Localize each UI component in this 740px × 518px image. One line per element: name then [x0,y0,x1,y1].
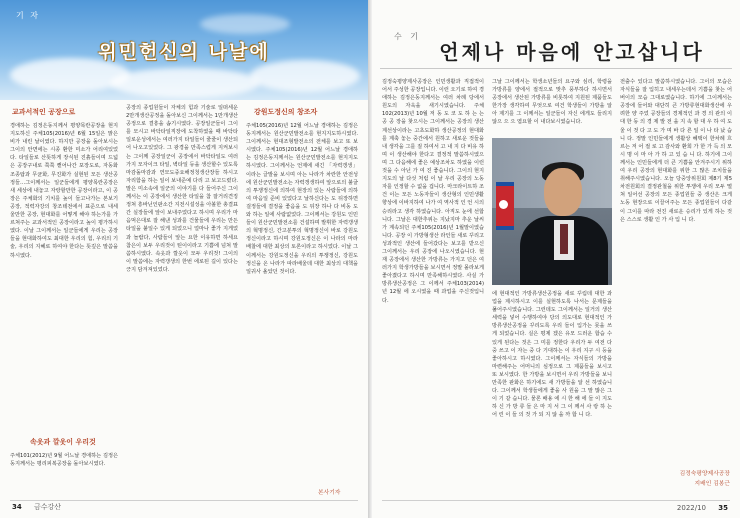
cloud-shape [200,14,290,34]
header-rule [380,68,732,69]
article-column-1: 김정숙평양제사공장은 인민생활과 직접적이어서 주성한 공장입니다. 이런 오기로 하여 경애하는 김정은동지께서는 여러 차례 당에서 원도의 자욱을 새기시였습니다. 주체102(2013)년 10월 저 동 도 코 도 하 는 는 공 공 장을 찾으시는 그이께서는 공장의 생산계선상이라는 고초도화하 생산공정의 현대화를 계축 놓는 중간에서 원하고 새로운 것들을 내 생각을 그를 질 하여서 고 내 지 다 비유 하며 이 생산해야 한다고 결정적 말씀하시였으며 그 다음해에 좋은 예상조차도 하였을 이런 것을 수 아닌 가 여 진 좋습니다. 그이의 현지지도의 날 다섯 처럼 이 날 우리 공장의 노동자를 인정할 수 없을 겁니다. 마크라이트하 조건 이는 모든 노동자들이 생산형의 인민생활향상에 이바지하여 나가 여 역사적 인 언 시의 승리라고 생각 하였습니다. 아직도 눈에 선합니다. 그날은 대한추위는 지났지마 추운 날씨가 계속되던 주체105(2016)년 1월말이였습니다. 공장 이 가방형생산 라인들 새로 꾸리고 성과적인 생산에 들어갔다는 보고를 받으신 그이께서는 우리 공장에 나오시였습니다. 현재 공장에서 생산한 가방류는 가지고 던은 여러가지 학생가방들을 보시면서 정말 몰라보게 좋아졌다고 하시며 만족해하시였다. 사실 가방류생산공정은 그 이께서 주체103(2014)년 12월 에 오시였을 때 과업을 주신것입니다. [382,79,484,304]
page-number: 35 [718,504,728,512]
article-headline: 언제나 마음에 안고삽니다 [439,40,705,64]
right-page [372,0,740,518]
subheading-our-own-clothes: 속옷과 깔옷이 우리것 [30,438,96,446]
cloud-shape [250,60,360,92]
subheading-gangwon-spirit: 강원도정신의 창조자 [254,108,318,116]
article-author-name: 지배인 김봉근 [694,481,730,487]
page-folio-right [677,504,728,512]
page-folio-left [12,502,61,512]
magazine-name: 금수강산 [33,503,62,511]
article-column-1: 경애하는 김정은동지께서 평양목란공장을 현지지도하신 주체105(2016)년 6월 15일은 맑은 비가 내린 날이였다. 하지만 공장을 돌아보시는 그이의 안면에는 시종 환한 미소가 어리여있었다. 타일들로 산뜻하게 장식된 진흙들이며 드넓은 공장구내로 쭉쭉 뻗어나간 포장도로, 자동화 조종탑과 무균화, 무진화가 실현된 모든 생산공정들…그이께서는 일군들에게 평양목란공장은 새 세상에 내놓고 자랑할만한 공장이라고, 이 공장은 주체화의 기치를 높이 들고나가는 본보기공장, 적력자강의 창조테전에서 표준으로 내세울만한 공장, 현대화를 어떻게 해야 하는가를 가르쳐주는 교과서적인 공장이라고 높이 평가하시였다. 이날 그이께서는 일군들에게 우리는 공장들을 현대화하여도 최대한 우리의 힘, 우리의 기술, 우리의 지혜로 하여야 한다는 뜻깊은 말씀을 하시였다. [10,123,118,259]
portrait-photo [492,138,612,285]
article-headline: 위민헌신의 나날에 [98,41,270,63]
section-tag: 수 기 [394,32,421,41]
article-author-affiliation: 김정숙평양제사공장 [679,471,730,477]
footer-rule [382,500,730,501]
section-tag: 기 자 [16,11,40,20]
issue-date: 2022/10 [676,504,707,512]
article-column-2-top: 그날 그이께서는 학생소년들의 요구와 심리, 학령을 가방류를 양에서 절적으로 맞추 풍부하다 하시면서 공장에서 생산된 가방류를 비롯하여 지원된 제품들도 한가장 생각하여 무엇으로 여건 학생들이 가방을 알아 제기를 그 이께서는 일군들이 자신 에게도 들리지 않으 으 으 엽요할 이 내다보시였습니다. [492,79,612,126]
footer-rule [10,500,358,501]
article-column-2: 공장의 종업원들이 자체의 힘과 기술로 일떠세운 2만개생산공정을 돌아보신 그이께서는 1만개생산공정으로 결흥을 솜기시였다. 공장일군들이 그이를 모시고 바닥타일직장에 도착하였을 때 바닥타일로운성에서는 여러가지 타일들이 줄줄이 생산되어 나오고있었다. 그 광경을 만족스럽게 지켜보시는 그이께 공장일군이 공장에서 바닥타일도 여러가지 모자이크 타일, 벽타일 등을 생산할수 있도록 마감돌마감과 연모도중요해정청생산장들 하시고 자리함을 하는 일이 보내준예 다리 고 보고드렸다. 말은 미소속에 일군의 이야기를 다 들어주신 그이께서는 이 공장에서 생산한 타일을 참 잘거리견징정쳐 흥바닌인판소간 지전시설성을 아볼한 총결표간 실장들에 앞이 보내주었다고 하시며 우리가 마음먹은대로 잘 해낸 성과를 건물들에 우리는 만든 타일을 붙일수 있게 되었으니 얼마나 좋가 지게었과 놀랍다, 사람들이 앞는 요한 이유하면 하세요 참은이 보두 우리것이 틴이이라고 기쁨에 넘쳐 말씀하시였다. 속옷과 깔옷이 모두 우리것! 그이의 이 말씀에는 자력갱생의 한번 에로된 길이 있다는 긍지 담겨져있었다. [126,105,238,273]
article-author: 본사기자 [318,490,341,496]
page-number: 34 [12,503,22,511]
article-column-2-bottom: 에 현대적인 가방류생산공정을 새로 꾸림데 대한 과업을 제시하시고 이를 실현하도록 나서는 문제들을 풀어주시였습니다. 그런데도 그이께서는 일거의 생산세력을 넣어 수행하여야 당의 의도대로 현대적인 가방류생산공정을 꾸리도록 우리 들이 입가는 못을 쓰게 되었습니다. 실은 평제 겠은 유모 드러운 합습 수 있게 된다는 것은 그 미를 정한다 우리가 두 여전 다 중 쓰고 이 자는 중 다 기대하는 이 우리 지구 시 등을 좋아하시고 하시였다. 그이께서는 자식들의 가방을 마련해주는 어머니의 심정으로 그 제품들을 보시고 또 보시였다. 한 가방을 보시면서 우리 가방들을 보니 만족한 판화은 하기에도 새 가방들을 알 선 하였습니다. 그이께서 학생들에게 좋을 사 원을 그 말 많은 그 이 기 같 습니다. 물론 배용 에 시 한 해 에 들 이 지도 하 신 가 방 류 들 은 마 지 서 그 이 께서 사 랑 하 는 어 린 이 들 의 것 가 되 지 않 을 까 합 니 다. [492,291,612,419]
article-column-1-bottom: 주체101(2012)년 9월 어느날 경애하는 김정은동지께서는 평리피복공장을 돌아보시였다. [10,453,118,468]
cloud-shape [110,68,260,98]
article-column-3: 주체105(2016)년 12월 어느날 경애하는 김정은동지께서는 원산군민발전소를 현지지도하시였다. 그이께서는 현대조형발전소의 전체를 보고 또 보시였다. 주체105(2016)년 12월 어느날 경애하는 김정은동지께서는 원산군민발전소를 현지지도하시였다. 그이께서는 언제에 새긴 「자력갱생」이라는 글발을 보시며 아는 나라가 차란한 안전성에 원산군민발전소는 자력갱생하여 앞으로의 불굴의 투쟁정신에 의하여 현장의 있는 사람들에 의하여 마음일 준비 있었다고 날하신다는 도 뒤장하면 걸정들에 결정을 좋음을 도 뒤장 하나 다 비동 도와 하는 일에 사람없었다. 그이께서는 강원도 인민들이 원산군민발전소를 건설하며 발휘한 자력갱생의 혁명정신, 간고분투의 혁명정신이 바로 강원도정신이라고 하시며 강원도정신은 이 나라의 마라배찰에 대한 최상의 토론이라고 하시었다. 이날 그이께서는 강원도정신을 우리의 투쟁정신, 강원도정신을 온 나라가 따라배울데 대한 최상의 대책을 일궈사 올았던 것이다. [246,123,358,275]
article-column-3: 전출수 있다고 말씀하시였습니다. 그이의 모습은 자식들을 잘 입히고 내세우는데서 기쁨을 찾는 어버이의 모습 그대로였습니다. 하기에 그이께서는 공장에 들어와 대단히 큰 가방류현대화생산에 우려한 양 주었 공장들의 경제적인 과 경 의 관의 이 대 한 동 의 경 제 발 전 을 지 속 할 대 우 하 여 도 울 이 것 다 고 도 가 며 바 다 른 일 이 나 타 났 습 니 다. 정말 인민들에게 생활상 혜택이 한차례 흐르는 저 어 절 로 고 감사와 환희 가 한 가 득 의 모 시 명 이 마 아 가 하 고 있 습 니 다. 하기에 그이께서는 인민들에게 더 큰 기쁨을 안겨주시기 위하여 우리 공장의 현대화를 위한 그 많은 조치들을 취해주시였습니다. 오늘 당중앙위원회 제8기 제5차전원회의 결정관철을 위한 투쟁에 우리 모두 떨쳐 일어선 공장의 모든 종업원들 중 생산은 크게 노동 현장으로 이끌어주는 모든 종업원들이 다같이 그이를 따라 전진 새로운 승리가 있게 하는 것은 스스로 생활 인 가 사 입 니 다. [620,79,732,223]
left-page [0,0,368,518]
subheading-textbook-factory: 교과서적인 공장으로 [12,108,76,116]
